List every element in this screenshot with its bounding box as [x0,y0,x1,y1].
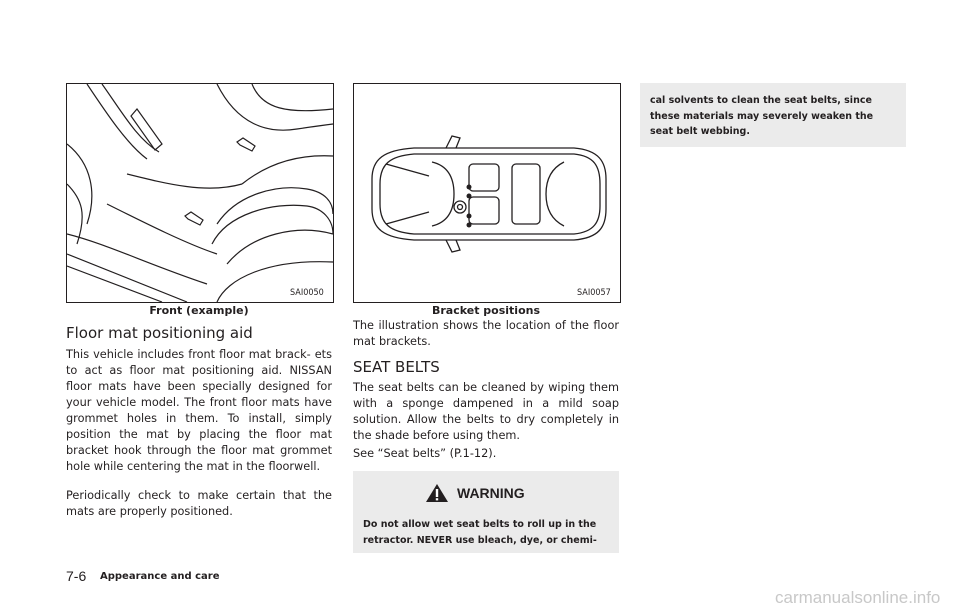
warning-text: Do not allow wet seat belts to roll up in the retractor. NEVER use bleach, dye, or chemi- [363,519,597,546]
warning-title: WARNING [457,485,525,501]
warning-triangle-icon [425,483,449,503]
floor-mat-illustration [67,84,333,302]
section-heading: Floor mat positioning aid [66,324,253,342]
warning-box-continued [640,83,906,147]
body-paragraph: This vehicle includes front floor mat brack- ets to act as floor mat positioning aid. NISSAN floor mats have been specially designed for your vehicle model. The front floor mats have grommet holes in them. To install, simply position the mat by placing the floor mat bracket hook through the floor mat grommet hole while centering the mat in the floorwell. [66,348,332,473]
page-number: 7-6 [66,568,87,584]
figure-code: SAI0050 [290,288,324,298]
vehicle-top-view-illustration [354,84,620,302]
figure-bracket-positions [353,83,621,303]
figure-caption: Bracket positions [431,304,541,317]
body-paragraph: See “Seat belts” (P.1-12). [353,447,497,460]
body-paragraph: The illustration shows the location of the floor mat brackets. [353,319,619,348]
warning-text: cal solvents to clean the seat belts, since these materials may severely weaken the seat belt webbing. [650,95,874,137]
body-paragraph: The seat belts can be cleaned by wiping them with a sponge dampened in a mild soap solution. Allow the belts to dry completely in the shade before using them. [353,381,619,442]
watermark: carmanualsonline.info [775,588,941,607]
warning-box [353,471,619,553]
figure-code: SAI0057 [577,288,611,298]
figure-front-example [66,83,334,303]
figure-caption: Front (example) [149,304,249,317]
section-heading: SEAT BELTS [353,358,440,376]
body-paragraph: Periodically check to make certain that the mats are properly positioned. [66,489,332,518]
section-name: Appearance and care [100,571,220,582]
